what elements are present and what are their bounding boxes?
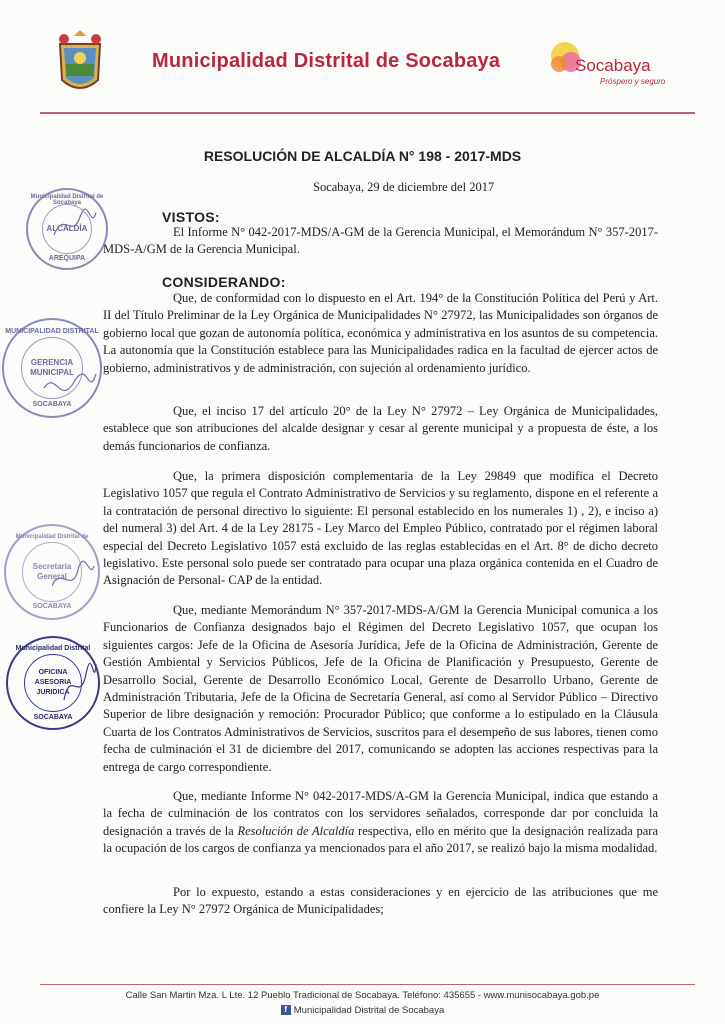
header-divider <box>40 112 695 114</box>
signature-mark <box>40 368 100 408</box>
alcaldia-stamp-center: ALCALDÍA <box>42 204 92 254</box>
asesoria-stamp-bottom: SOCABAYA <box>33 714 73 721</box>
considerando-paragraph-2: Que, el inciso 17 del artículo 20° de la Ley N° 27972 – Ley Orgánica de Municipalidades, establece que son atribuciones del alcalde designar y cesar al gerente municipal y a propuesta de éste, a los demás funcionarios de confianza. <box>103 404 658 453</box>
signature-mark <box>48 560 98 600</box>
brand-tagline: Próspero y seguro <box>600 77 666 86</box>
secretaria-stamp-bottom: SOCABAYA <box>32 603 72 610</box>
municipal-coat-of-arms-logo <box>52 30 108 100</box>
resolution-date: Socabaya, 29 de diciembre del 2017 <box>313 180 495 194</box>
considerando-paragraph-3: Que, la primera disposición complementaria de la Ley 29849 que modifica el Decreto Legislativo 1057 que regula el Contrato Administrativo de Servicios y su reglamento, dispone en el referente a la contratación de personal directivo lo siguiente: El personal establecido en los numerales 1) , 2), e inciso a) del numeral 3) del Art. 4 de la Ley 28175 - Ley Marco del Empleo Público, contratado por el régimen laboral especial del Decreto Legislativo 1057 está excluido de las reglas establecidas en el Art. 8° de dicho decreto legislativo. Este personal solo puede ser contratado para ocupar una plaza orgánica contenida en el Cuadro de Asignación de Personal- CAP de la entidad. <box>103 469 658 588</box>
secretaria-stamp-center: Secretaría General <box>22 542 81 601</box>
gerencia-stamp-bottom: SOCABAYA <box>32 401 72 408</box>
asesoria-stamp-center: OFICINA ASESORIA JURIDICA <box>24 654 82 712</box>
alcaldia-stamp-ring: Municipalidad Distrital de Socabaya <box>30 194 104 206</box>
considerando-paragraph-5 <box>103 788 658 858</box>
gerencia-stamp-ring: MUNICIPALIDAD DISTRITAL <box>5 328 99 335</box>
footer-divider <box>40 984 695 985</box>
asesoria-stamp-ring: Municipalidad Distrital <box>15 645 91 652</box>
resolution-title: RESOLUCIÓN DE ALCALDÍA N° 198 - 2017-MDS <box>203 148 522 164</box>
footer-address: Calle San Martin Mza. L Lte. 12 Pueblo Tradicional de Socabaya. Teléfono: 435655 - www.munisocabaya.gob.pe <box>125 990 600 1001</box>
signature-mark <box>50 205 100 245</box>
gerencia-stamp-center: GERENCIA MUNICIPAL <box>21 337 83 399</box>
considerando-paragraph-6: Por lo expuesto, estando a estas consideraciones y en ejercicio de las atribuciones que me confiere la Ley N° 27972 Orgánica de Municipalidades; <box>103 885 658 917</box>
considerando-heading: CONSIDERANDO: <box>162 274 286 290</box>
facebook-icon: f <box>281 1005 291 1015</box>
considerando-paragraph-4: Que, mediante Memorándum N° 357-2017-MDS-A/GM la Gerencia Municipal comunica a los Funcionarios de Confianza designados bajo el Régimen del Decreto Legislativo 1057, que ocupan los siguientes cargos: Jefe de la Oficina de Asesoría Jurídica, Jefe de la Oficina de Administración, Gerente de Gestión Ambiental y Servicios Públicos, Jefe de la Oficina de Planificación y Presupuesto, Gerente de Desarrollo Social, Gerente de Desarrollo Económico Local, Gerente de Desarrollo Urbano, Gerente de Administración Tributaria, Jefe de la Oficina de Secretaría General, así como al Servidor Público – Directivo Superior de libre designación y remoción: Procurador Público; que conforme a lo estipulado en la Cláusula Cuarta de los Contratos Administrativos de Servicios, suscritos para el desempeño de sus labores, tienen como fecha de culminación el 31 de diciembre del 2017, comunicando se adopten las acciones respectivas para la entrega de cargo correspondiente. <box>103 603 658 774</box>
paragraph-5-text-b: respectiva, ello en mérito que la designación realizada para la ocupación de los cargos de confianza ya mencionados para el año 2017, se realizó bajo la misma modalidad. <box>103 823 659 856</box>
vistos-heading: VISTOS: <box>162 209 220 225</box>
municipality-header-title: Municipalidad Distrital de Socabaya <box>152 50 501 72</box>
considerando-paragraph-1: Que, de conformidad con lo dispuesto en el Art. 194° de la Constitución Política del Perú y Art. II del Título Preliminar de la Ley Orgánica de Municipalidades N° 27972, las Municipalidades son órganos de gobierno local que gozan de autonomía política, económica y administrativa en los asuntos de su competencia. La autonomía que la Constitución establece para las Municipalidades radica en la facultad de ejercer actos de gobierno, administrativos y de administración, con sujeción al ordenamiento jurídico. <box>103 291 658 375</box>
vistos-text: El Informe N° 042-2017-MDS/A-GM de la Gerencia Municipal, el Memorándum N° 357-2017-MDS-A/GM de la Gerencia Municipal. <box>103 225 658 257</box>
footer-social <box>0 1005 725 1016</box>
signature-mark <box>60 660 100 710</box>
alcaldia-stamp-bottom: AREQUIPA <box>48 255 86 262</box>
resolution-reference: Resolución de Alcaldía <box>237 823 355 838</box>
secretaria-stamp-ring: Municipalidad Distrital de <box>15 534 89 540</box>
facebook-page-name: Municipalidad Distrital de Socabaya <box>293 1005 445 1016</box>
paragraph-5-text-a: Que, mediante Informe N° 042-2017-MDS/A-GM la Gerencia Municipal, indica que estando a la fecha de culminación de los contratos con los servidores señalados, corresponde dar por concluida la designación a través de la <box>103 789 658 838</box>
brand-name: Socabaya <box>575 56 651 75</box>
